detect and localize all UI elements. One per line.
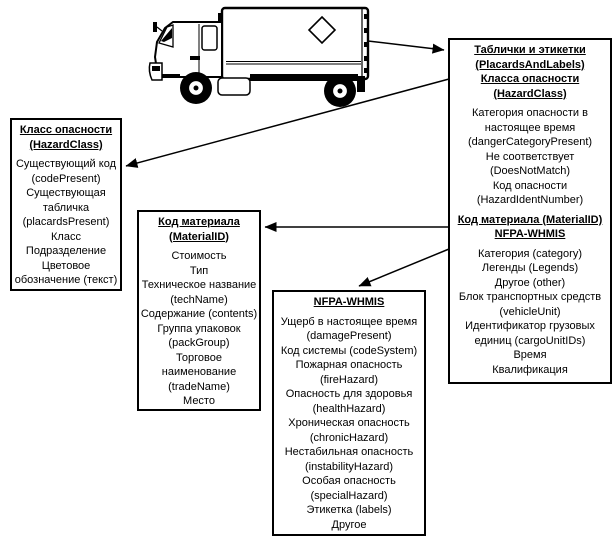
box-line: (HazardClass) [493, 87, 567, 100]
box-line: Код материала [158, 216, 240, 228]
box-line: Легенды (Legends) [481, 262, 579, 274]
box-line: Существующий код [15, 158, 116, 170]
arrow-truck-to-placards [368, 41, 444, 50]
box-line: Код системы (codeSystem) [280, 344, 418, 357]
box-line: Код опасности [492, 179, 568, 192]
box-line: (vehicleUnit) [499, 305, 561, 318]
box-line: наименование [161, 366, 237, 378]
box-material-id [137, 210, 261, 411]
box-line: (HazardClass) [29, 138, 103, 151]
box-line: (specialHazard) [310, 489, 388, 502]
box-line: (fireHazard) [319, 373, 379, 386]
truck-front-wheel [180, 72, 212, 104]
box-line: Хроническая опасность [288, 417, 410, 429]
box-section-body [450, 106, 610, 208]
box-line: Опасность для здоровья [285, 388, 413, 400]
box-nfpa-whmis [272, 290, 426, 536]
box-line: Тип [189, 264, 209, 277]
box-line: табличка [42, 201, 90, 214]
box-line: Группа упаковок [157, 322, 241, 335]
box-line: Нестабильная опасность [284, 446, 414, 458]
box-line: Другое (other) [494, 276, 566, 289]
arrow-placards-to-hazard-class [126, 79, 449, 166]
box-line: (PlacardsAndLabels) [475, 58, 585, 71]
box-hazard-class [10, 118, 122, 291]
box-line: Цветовое [41, 259, 91, 272]
box-line: (chronicHazard) [309, 431, 389, 444]
box-line: (healthHazard) [312, 402, 386, 415]
box-line: обозначение (текст) [14, 274, 118, 286]
box-line: Квалификация [492, 363, 568, 376]
box-section-body [12, 157, 120, 288]
truck-cargo-box [222, 8, 368, 79]
box-line: (instabilityHazard) [304, 460, 394, 473]
box-line: Стоимость [171, 250, 227, 262]
box-placards-and-labels [448, 38, 612, 384]
box-line: NFPA-WHMIS [313, 296, 385, 308]
box-line: Другое [331, 518, 367, 531]
truck-rear-wheel [324, 75, 356, 107]
box-section-title [274, 295, 424, 310]
box-line: Особая опасность [302, 475, 396, 487]
box-line: Этикетка (labels) [306, 504, 392, 516]
box-line: Категория (category) [478, 247, 582, 260]
box-line: (HazardIdentNumber) [476, 194, 584, 206]
box-line: (packGroup) [168, 337, 230, 349]
box-section-body [450, 247, 610, 378]
box-section-title [12, 123, 120, 152]
box-line: Содержание (contents) [140, 308, 258, 320]
box-line: Торговое [176, 351, 222, 364]
box-line: Идентификатор грузовых [465, 320, 595, 332]
box-section-body [139, 249, 259, 409]
box-line: Существующая [26, 187, 106, 199]
box-line: (dangerCategoryPresent) [467, 136, 593, 148]
box-line: (MaterialID) [169, 230, 229, 243]
box-section-body [274, 315, 424, 533]
box-line: Класс опасности [19, 124, 113, 136]
box-line: настоящее время [484, 121, 576, 134]
arrow-placards-to-nfpa [359, 249, 449, 286]
box-line: единиц (cargoUnitIDs) [474, 334, 586, 347]
box-line: Класса опасности [480, 73, 580, 85]
box-line: Класс [51, 230, 81, 243]
box-section-title [450, 43, 610, 101]
box-line: Место [183, 395, 215, 407]
box-line: Таблички и этикетки [474, 44, 586, 56]
box-line: (damagePresent) [306, 330, 392, 342]
box-line: (placardsPresent) [22, 216, 110, 228]
box-line: Блок транспортных средств [458, 291, 602, 303]
box-line: (tradeName) [168, 380, 230, 393]
box-section-title [139, 215, 259, 244]
box-line: Ущерб в настоящее время [280, 315, 418, 328]
box-line: Время [513, 349, 547, 361]
box-section-title [450, 213, 610, 242]
box-line: NFPA-WHMIS [494, 228, 566, 240]
box-line: Не соответствует [485, 150, 575, 163]
box-line: (techName) [170, 293, 228, 306]
box-line: (DoesNotMatch) [489, 165, 571, 177]
box-line: Пожарная опасность [295, 359, 403, 371]
box-line: (codePresent) [31, 172, 101, 185]
box-line: Категория опасности в [472, 107, 588, 119]
box-line: Подразделение [25, 245, 107, 257]
box-line: Код материала (MaterialID) [457, 213, 603, 226]
box-line: Техническое название [141, 279, 257, 291]
truck-illustration [149, 8, 368, 107]
